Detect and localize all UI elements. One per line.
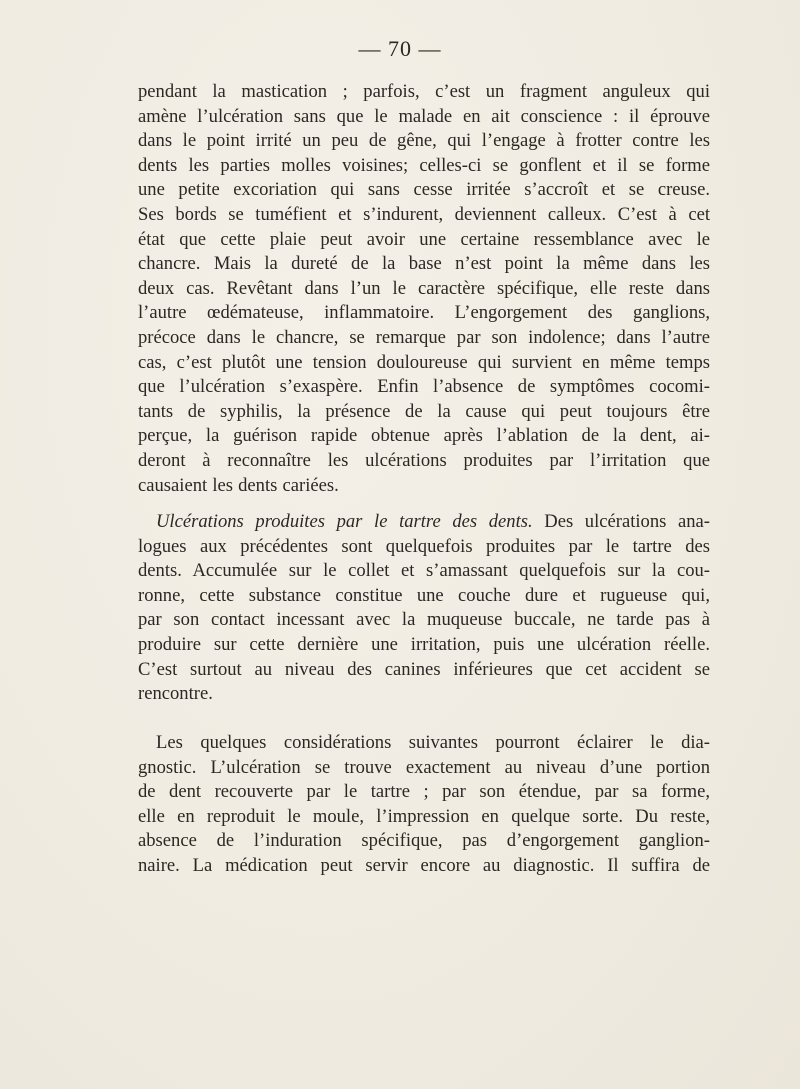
text-line: gnostic. L’ulcération se trouve exactement au niveau d’une portion [138, 756, 710, 778]
text-line: causaient les dents cariées. [138, 474, 339, 496]
section-heading: Ulcérations produites par le tartre des dents. [156, 511, 533, 532]
paragraph-3 [138, 731, 710, 879]
text-line: produire sur cette dernière une irritation, puis une ulcération réelle. [138, 633, 710, 655]
text-line: rencontre. [138, 683, 213, 705]
text-line: dans le point irrité un peu de gêne, qui l’engage à frotter contre les [138, 130, 710, 152]
page-number: — 70 — [358, 36, 442, 61]
text-line: absence de l’induration spécifique, pas d’engorgement ganglion- [138, 830, 710, 852]
text-line: chancre. Mais la dureté de la base n’est point la même dans les [138, 253, 710, 275]
text-line: deront à reconnaître les ulcérations produites par l’irritation que [138, 449, 710, 471]
text-line: précoce dans le chancre, se remarque par son indolence; dans l’autre [138, 326, 710, 348]
text-line: état que cette plaie peut avoir une certaine ressemblance avec le [138, 228, 710, 250]
paragraph-2 [138, 510, 710, 707]
text-line: dents les parties molles voisines; celles-ci se gonflent et il se forme [138, 154, 710, 176]
text-line: ronne, cette substance constitue une couche dure et rugueuse qui, [138, 584, 710, 606]
text-line: par son contact incessant avec la muqueuse buccale, ne tarde pas à [138, 609, 710, 631]
text-line: deux cas. Revêtant dans l’un le caractère spécifique, elle reste dans [138, 277, 710, 299]
text-line: logues aux précédentes sont quelquefois produites par le tartre des [138, 535, 710, 557]
text-line: elle en reproduit le moule, l’impression en quelque sorte. Du reste, [138, 805, 710, 827]
text-line: naire. La médication peut servir encore au diagnostic. Il suffira de [138, 854, 710, 876]
text-line: Ses bords se tuméfient et s’indurent, deviennent calleux. C’est à cet [138, 203, 710, 225]
text-line: l’autre œdémateuse, inflammatoire. L’engorgement des ganglions, [138, 302, 710, 324]
text-line: une petite excoriation qui sans cesse irritée s’accroît et se creuse. [138, 179, 710, 201]
text-line: perçue, la guérison rapide obtenue après l’ablation de la dent, ai- [138, 425, 710, 447]
paragraph-1 [138, 80, 710, 498]
text-line: amène l’ulcération sans que le malade en ait conscience : il éprouve [138, 105, 710, 127]
paragraph-2-first-line-rest: Des ulcérations ana- [532, 511, 710, 532]
text-line: pendant la mastication ; parfois, c’est un fragment anguleux qui [138, 81, 710, 102]
text-line: Les quelques considérations suivantes pourront éclairer le dia- [156, 732, 710, 753]
text-line: dents. Accumulée sur le collet et s’amassant quelquefois sur la cou- [138, 560, 710, 582]
text-line: C’est surtout au niveau des canines inférieures que cet accident se [138, 658, 710, 680]
text-line: de dent recouverte par le tartre ; par son étendue, par sa forme, [138, 781, 710, 803]
text-line: que l’ulcération s’exaspère. Enfin l’absence de symptômes cocomi- [138, 376, 710, 398]
paragraph-2-first-line [138, 510, 710, 535]
text-line: cas, c’est plutôt une tension douloureuse qui survient en même temps [138, 351, 710, 373]
text-line: tants de syphilis, la présence de la cause qui peut toujours être [138, 400, 710, 422]
